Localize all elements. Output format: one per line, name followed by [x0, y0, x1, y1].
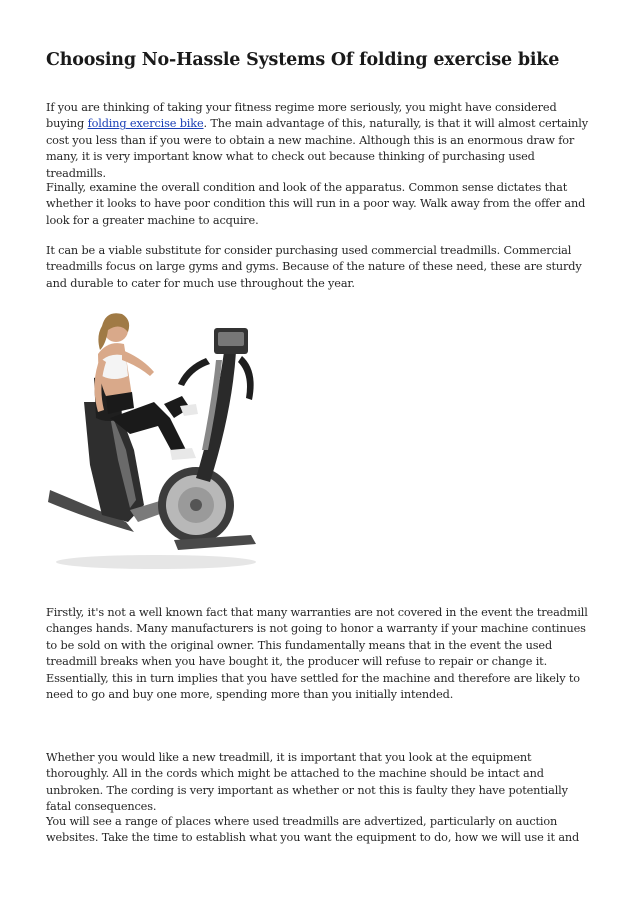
paragraph-warranty: Firstly, it's not a well known fact that many warranties are not covered in the event the treadmill changes hands. Many manufacturers is not going to honor a warranty if your machine continues to be sold on with the original owner. This fundamentally means that in the event the used treadmill breaks when you have bought it, the producer will refuse to repair or change it. Essentially, this in turn implies that you have settled for the machine and therefore are likely to need to go and buy one more, spending more than you initially intended. — [46, 606, 588, 702]
paragraph-places: You will see a range of places where used treadmills are advertized, particularly on auction websites. Take the time to establish what you want the equipment to do, how we will use it and — [46, 815, 580, 845]
paragraph-inspection: Whether you would like a new treadmill, it is important that you look at the equipment thoroughly. All in the cords which might be attached to the machine should be intact and unbroken. The cording is very important as whether or not this is faulty they have potentially fatal consequences. — [46, 751, 568, 814]
folding-exercise-bike-link[interactable]: folding exercise bike — [87, 117, 204, 131]
intro-text-after: . The main advantage of this, naturally, is that it will almost certainly cost you less than if you were to obtain a new machine. Although this is an enormous draw for many, it is very important know what to check out because thinking of purchasing used treadmills. — [46, 117, 588, 180]
paragraph-intro — [46, 100, 596, 182]
exercise-bike-photo — [46, 300, 266, 572]
article-title: Choosing No-Hassle Systems Of folding exercise bike — [46, 50, 560, 70]
paragraph-condition: Finally, examine the overall condition and look of the apparatus. Common sense dictates that whether it looks to have poor condition this will run in a poor way. Walk away from the offer and look for a greater machine to acquire. — [46, 181, 586, 227]
paragraph-commercial: It can be a viable substitute for consider purchasing used commercial treadmills. Commercial treadmills focus on large gyms and gyms. Because of the nature of these need, these are sturdy and durable to cater for much use throughout the year. — [46, 244, 582, 290]
intro-text-before: If you are thinking of taking your fitness regime more seriously, you might have considered buying — [46, 101, 557, 131]
